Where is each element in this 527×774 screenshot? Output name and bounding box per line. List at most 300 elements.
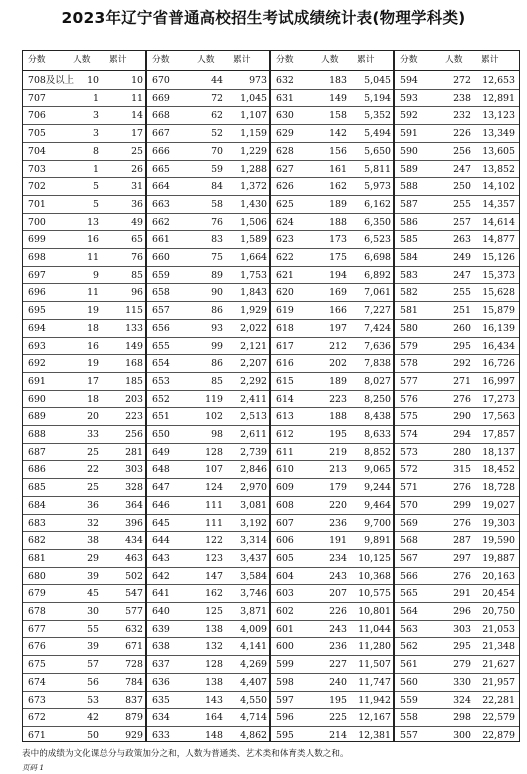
score-cell: 634 xyxy=(152,712,170,724)
cumulative-cell: 185 xyxy=(125,375,143,387)
score-cell: 639 xyxy=(152,623,170,635)
cumulative-cell: 7,227 xyxy=(364,305,391,317)
score-cell: 704 xyxy=(28,145,46,157)
table-row xyxy=(395,656,519,674)
table-row xyxy=(147,161,269,179)
score-cell: 590 xyxy=(400,145,418,157)
cumulative-cell: 20,750 xyxy=(482,606,515,617)
footnote: 表中的成绩为文化课总分与政策加分之和，人数为普通类、艺术类和体育类人数之和。 xyxy=(22,749,349,759)
count-cell: 271 xyxy=(453,375,471,387)
cumulative-cell: 5,973 xyxy=(364,181,391,193)
table-row xyxy=(23,674,145,692)
score-cell: 681 xyxy=(28,552,46,564)
table-row xyxy=(147,568,269,586)
cumulative-cell: 7,061 xyxy=(364,287,391,299)
score-cell: 587 xyxy=(400,198,418,210)
count-cell: 90 xyxy=(211,287,223,299)
table-row xyxy=(23,638,145,656)
cumulative-cell: 784 xyxy=(125,676,143,688)
table-row xyxy=(271,550,393,568)
cumulative-cell: 10,575 xyxy=(358,588,391,600)
table-row xyxy=(23,249,145,267)
count-cell: 303 xyxy=(453,623,471,635)
count-cell: 279 xyxy=(453,659,471,671)
count-cell: 85 xyxy=(211,375,223,387)
count-cell: 59 xyxy=(211,163,223,175)
cumulative-cell: 36 xyxy=(131,198,143,210)
table-row xyxy=(23,656,145,674)
score-cell: 666 xyxy=(152,145,170,157)
count-cell: 72 xyxy=(211,92,223,104)
count-cell: 238 xyxy=(453,92,471,104)
count-cell: 296 xyxy=(453,606,471,617)
score-cell: 599 xyxy=(276,659,294,671)
cumulative-cell: 15,628 xyxy=(482,287,515,299)
table-row xyxy=(395,408,519,426)
table-row xyxy=(147,231,269,249)
table-header xyxy=(23,51,145,70)
score-cell: 653 xyxy=(152,375,170,387)
count-cell: 189 xyxy=(329,198,347,210)
cumulative-cell: 203 xyxy=(125,393,143,405)
table-row xyxy=(23,267,145,285)
table-row xyxy=(395,143,519,161)
count-cell: 292 xyxy=(453,358,471,370)
cumulative-cell: 8,852 xyxy=(364,446,391,458)
count-cell: 227 xyxy=(329,659,347,671)
table-row xyxy=(147,267,269,285)
cumulative-cell: 1,159 xyxy=(240,128,267,140)
score-cell: 620 xyxy=(276,287,294,299)
table-row xyxy=(147,249,269,267)
score-cell: 682 xyxy=(28,535,46,547)
score-cell: 585 xyxy=(400,234,418,246)
count-cell: 128 xyxy=(205,659,223,671)
table-row xyxy=(147,692,269,710)
count-cell: 98 xyxy=(211,429,223,440)
cumulative-cell: 13,605 xyxy=(482,145,515,157)
cumulative-cell: 13,349 xyxy=(482,128,515,140)
count-cell: 10 xyxy=(87,75,99,86)
score-cell: 574 xyxy=(400,429,418,440)
score-cell: 688 xyxy=(28,429,46,440)
count-cell: 226 xyxy=(329,606,347,617)
table-row xyxy=(23,373,145,391)
cumulative-cell: 11,942 xyxy=(358,694,391,706)
count-cell: 189 xyxy=(329,375,347,387)
count-cell: 102 xyxy=(205,411,223,423)
count-cell: 257 xyxy=(453,216,471,228)
table-row xyxy=(395,621,519,639)
cumulative-cell: 11,507 xyxy=(358,659,391,671)
table-row xyxy=(147,532,269,550)
header-cell: 分数 xyxy=(400,55,418,65)
score-cell: 687 xyxy=(28,446,46,458)
score-cell: 600 xyxy=(276,641,294,653)
count-cell: 36 xyxy=(87,499,99,511)
count-cell: 195 xyxy=(329,694,347,706)
table-row xyxy=(147,585,269,603)
table-row xyxy=(395,585,519,603)
score-cell: 624 xyxy=(276,216,294,228)
cumulative-cell: 18,452 xyxy=(482,464,515,476)
count-cell: 194 xyxy=(329,269,347,281)
cumulative-cell: 76 xyxy=(131,252,143,263)
table-row xyxy=(147,638,269,656)
count-cell: 260 xyxy=(453,322,471,334)
table-row xyxy=(271,320,393,338)
count-cell: 256 xyxy=(453,145,471,157)
count-cell: 290 xyxy=(453,411,471,423)
score-cell: 598 xyxy=(276,676,294,688)
count-cell: 149 xyxy=(329,92,347,104)
cumulative-cell: 11,044 xyxy=(358,623,391,635)
table-row xyxy=(395,284,519,302)
count-cell: 212 xyxy=(329,340,347,352)
cumulative-cell: 5,045 xyxy=(364,75,391,86)
cumulative-cell: 502 xyxy=(125,570,143,582)
table-row xyxy=(147,178,269,196)
score-cell: 619 xyxy=(276,305,294,317)
table-row xyxy=(271,90,393,108)
table-row xyxy=(147,709,269,727)
table-row xyxy=(23,90,145,108)
cumulative-cell: 21,348 xyxy=(482,641,515,653)
table-row xyxy=(395,125,519,143)
count-cell: 19 xyxy=(87,305,99,317)
count-cell: 148 xyxy=(205,729,223,741)
score-cell: 586 xyxy=(400,216,418,228)
cumulative-cell: 3,871 xyxy=(240,606,267,617)
count-cell: 164 xyxy=(205,712,223,724)
table-row xyxy=(271,568,393,586)
cumulative-cell: 49 xyxy=(131,216,143,228)
cumulative-cell: 10,801 xyxy=(358,606,391,617)
table-header xyxy=(271,51,393,70)
count-cell: 225 xyxy=(329,712,347,724)
score-cell: 575 xyxy=(400,411,418,423)
cumulative-cell: 434 xyxy=(125,535,143,547)
count-cell: 223 xyxy=(329,393,347,405)
table-row xyxy=(147,408,269,426)
cumulative-cell: 9,700 xyxy=(364,517,391,529)
score-cell: 579 xyxy=(400,340,418,352)
table-row xyxy=(23,161,145,179)
count-cell: 32 xyxy=(87,517,99,529)
score-cell: 563 xyxy=(400,623,418,635)
cumulative-cell: 19,303 xyxy=(482,517,515,529)
table-row xyxy=(147,497,269,515)
score-cell: 592 xyxy=(400,110,418,122)
cumulative-cell: 303 xyxy=(125,464,143,476)
cumulative-cell: 12,167 xyxy=(358,712,391,724)
header-cell: 分数 xyxy=(152,55,170,65)
table-row xyxy=(395,391,519,409)
table-row xyxy=(23,585,145,603)
score-cell: 706 xyxy=(28,110,46,122)
cumulative-cell: 85 xyxy=(131,269,143,281)
count-cell: 56 xyxy=(87,676,99,688)
score-cell: 597 xyxy=(276,694,294,706)
table-row xyxy=(395,674,519,692)
cumulative-cell: 4,269 xyxy=(240,659,267,671)
cumulative-cell: 328 xyxy=(125,482,143,494)
cumulative-cell: 281 xyxy=(125,446,143,458)
count-cell: 84 xyxy=(211,181,223,193)
cumulative-cell: 1,372 xyxy=(240,181,267,193)
table-row xyxy=(23,515,145,533)
cumulative-cell: 17 xyxy=(131,128,143,140)
count-cell: 16 xyxy=(87,234,99,246)
score-cell: 604 xyxy=(276,570,294,582)
header-cell: 分数 xyxy=(276,55,294,65)
count-cell: 234 xyxy=(329,552,347,564)
cumulative-cell: 929 xyxy=(125,729,143,741)
table-row xyxy=(147,391,269,409)
count-cell: 236 xyxy=(329,641,347,653)
cumulative-cell: 2,846 xyxy=(240,464,267,476)
table-row xyxy=(395,178,519,196)
table-row xyxy=(147,479,269,497)
cumulative-cell: 5,352 xyxy=(364,110,391,122)
score-cell: 656 xyxy=(152,322,170,334)
cumulative-cell: 17,563 xyxy=(482,411,515,423)
count-cell: 25 xyxy=(87,446,99,458)
table-row xyxy=(147,603,269,621)
table-row xyxy=(271,515,393,533)
score-cell: 577 xyxy=(400,375,418,387)
score-cell: 584 xyxy=(400,252,418,263)
table-row xyxy=(395,373,519,391)
score-cell: 680 xyxy=(28,570,46,582)
count-cell: 166 xyxy=(329,305,347,317)
count-cell: 169 xyxy=(329,287,347,299)
count-cell: 315 xyxy=(453,464,471,476)
table-row xyxy=(271,267,393,285)
cumulative-cell: 879 xyxy=(125,712,143,724)
score-cell: 651 xyxy=(152,411,170,423)
score-cell: 576 xyxy=(400,393,418,405)
score-cell: 660 xyxy=(152,252,170,263)
score-cell: 650 xyxy=(152,429,170,440)
score-cell: 610 xyxy=(276,464,294,476)
table-row xyxy=(271,479,393,497)
table-row xyxy=(147,373,269,391)
cumulative-cell: 7,636 xyxy=(364,340,391,352)
count-cell: 19 xyxy=(87,358,99,370)
count-cell: 124 xyxy=(205,482,223,494)
table-row xyxy=(271,585,393,603)
cumulative-cell: 1,506 xyxy=(240,216,267,228)
cumulative-cell: 16,726 xyxy=(482,358,515,370)
cumulative-cell: 6,892 xyxy=(364,269,391,281)
table-row xyxy=(23,550,145,568)
score-cell: 655 xyxy=(152,340,170,352)
table-row xyxy=(23,532,145,550)
count-cell: 300 xyxy=(453,729,471,741)
cumulative-cell: 463 xyxy=(125,552,143,564)
header-cell: 人数 xyxy=(445,55,463,65)
score-cell: 601 xyxy=(276,623,294,635)
table-row xyxy=(271,196,393,214)
score-cell: 674 xyxy=(28,676,46,688)
score-cell: 698 xyxy=(28,252,46,263)
cumulative-cell: 364 xyxy=(125,499,143,511)
score-cell: 683 xyxy=(28,517,46,529)
cumulative-cell: 15,373 xyxy=(482,269,515,281)
score-cell: 578 xyxy=(400,358,418,370)
count-cell: 11 xyxy=(87,252,99,263)
header-cell: 累计 xyxy=(481,55,499,65)
cumulative-cell: 4,407 xyxy=(240,676,267,688)
score-cell: 670 xyxy=(152,75,170,86)
cumulative-cell: 5,650 xyxy=(364,145,391,157)
score-cell: 608 xyxy=(276,499,294,511)
cumulative-cell: 10,368 xyxy=(358,570,391,582)
table-row xyxy=(271,461,393,479)
count-cell: 156 xyxy=(329,145,347,157)
cumulative-cell: 577 xyxy=(125,606,143,617)
score-cell: 652 xyxy=(152,393,170,405)
count-cell: 22 xyxy=(87,464,99,476)
table-row xyxy=(395,267,519,285)
cumulative-cell: 6,523 xyxy=(364,234,391,246)
count-cell: 197 xyxy=(329,322,347,334)
table-row xyxy=(271,674,393,692)
score-cell: 641 xyxy=(152,588,170,600)
table-row xyxy=(395,426,519,444)
table-row xyxy=(23,444,145,462)
cumulative-cell: 14 xyxy=(131,110,143,122)
cumulative-cell: 16,434 xyxy=(482,340,515,352)
table-row xyxy=(395,249,519,267)
cumulative-cell: 2,121 xyxy=(240,340,267,352)
score-cell: 631 xyxy=(276,92,294,104)
table-row xyxy=(23,408,145,426)
table-row xyxy=(271,72,393,90)
cumulative-cell: 12,891 xyxy=(482,92,515,104)
table-row xyxy=(147,674,269,692)
table-row xyxy=(271,727,393,745)
score-cell: 614 xyxy=(276,393,294,405)
score-cell: 560 xyxy=(400,676,418,688)
count-cell: 138 xyxy=(205,676,223,688)
score-cell: 692 xyxy=(28,358,46,370)
table-row xyxy=(271,284,393,302)
count-cell: 18 xyxy=(87,322,99,334)
table-row xyxy=(271,143,393,161)
table-row xyxy=(271,709,393,727)
count-cell: 39 xyxy=(87,570,99,582)
score-cell: 633 xyxy=(152,729,170,741)
score-table xyxy=(22,50,520,742)
score-cell: 568 xyxy=(400,535,418,547)
score-cell: 616 xyxy=(276,358,294,370)
cumulative-cell: 18,728 xyxy=(482,482,515,494)
count-cell: 243 xyxy=(329,623,347,635)
cumulative-cell: 16,139 xyxy=(482,322,515,334)
count-cell: 249 xyxy=(453,252,471,263)
score-cell: 677 xyxy=(28,623,46,635)
count-cell: 5 xyxy=(93,181,99,193)
table-row xyxy=(23,143,145,161)
cumulative-cell: 21,053 xyxy=(482,623,515,635)
score-cell: 571 xyxy=(400,482,418,494)
table-row xyxy=(395,161,519,179)
score-cell: 566 xyxy=(400,570,418,582)
cumulative-cell: 632 xyxy=(125,623,143,635)
table-row xyxy=(147,107,269,125)
score-cell: 629 xyxy=(276,128,294,140)
cumulative-cell: 168 xyxy=(125,358,143,370)
table-row xyxy=(395,550,519,568)
table-row xyxy=(23,461,145,479)
score-cell: 673 xyxy=(28,694,46,706)
table-row xyxy=(395,515,519,533)
page-number: 页码 1 xyxy=(22,763,45,772)
cumulative-cell: 12,653 xyxy=(482,75,515,86)
cumulative-cell: 2,411 xyxy=(240,393,267,405)
score-cell: 621 xyxy=(276,269,294,281)
score-cell: 628 xyxy=(276,145,294,157)
count-cell: 57 xyxy=(87,659,99,671)
count-cell: 247 xyxy=(453,269,471,281)
cumulative-cell: 3,584 xyxy=(240,570,267,582)
score-cell: 695 xyxy=(28,305,46,317)
cumulative-cell: 671 xyxy=(125,641,143,653)
cumulative-cell: 22,281 xyxy=(482,694,515,706)
count-cell: 240 xyxy=(329,676,347,688)
count-cell: 147 xyxy=(205,570,223,582)
cumulative-cell: 396 xyxy=(125,517,143,529)
count-cell: 17 xyxy=(87,375,99,387)
table-row xyxy=(147,426,269,444)
score-cell: 705 xyxy=(28,128,46,140)
score-cell: 588 xyxy=(400,181,418,193)
table-row xyxy=(271,302,393,320)
score-cell: 659 xyxy=(152,269,170,281)
table-row xyxy=(23,72,145,90)
count-cell: 30 xyxy=(87,606,99,617)
cumulative-cell: 4,714 xyxy=(240,712,267,724)
count-cell: 202 xyxy=(329,358,347,370)
score-cell: 701 xyxy=(28,198,46,210)
table-row xyxy=(271,214,393,232)
score-cell: 615 xyxy=(276,375,294,387)
score-cell: 627 xyxy=(276,163,294,175)
table-row xyxy=(23,284,145,302)
table-row xyxy=(147,320,269,338)
cumulative-cell: 20,163 xyxy=(482,570,515,582)
score-cell: 573 xyxy=(400,446,418,458)
cumulative-cell: 3,192 xyxy=(240,517,267,529)
count-cell: 247 xyxy=(453,163,471,175)
cumulative-cell: 19,590 xyxy=(482,535,515,547)
score-cell: 559 xyxy=(400,694,418,706)
score-cell: 669 xyxy=(152,92,170,104)
table-row xyxy=(23,320,145,338)
cumulative-cell: 19,887 xyxy=(482,552,515,564)
score-cell: 607 xyxy=(276,517,294,529)
table-row xyxy=(271,532,393,550)
cumulative-cell: 15,126 xyxy=(482,252,515,263)
score-cell: 612 xyxy=(276,429,294,440)
count-cell: 3 xyxy=(93,110,99,122)
table-row xyxy=(147,338,269,356)
score-cell: 572 xyxy=(400,464,418,476)
table-row xyxy=(271,656,393,674)
score-cell: 596 xyxy=(276,712,294,724)
